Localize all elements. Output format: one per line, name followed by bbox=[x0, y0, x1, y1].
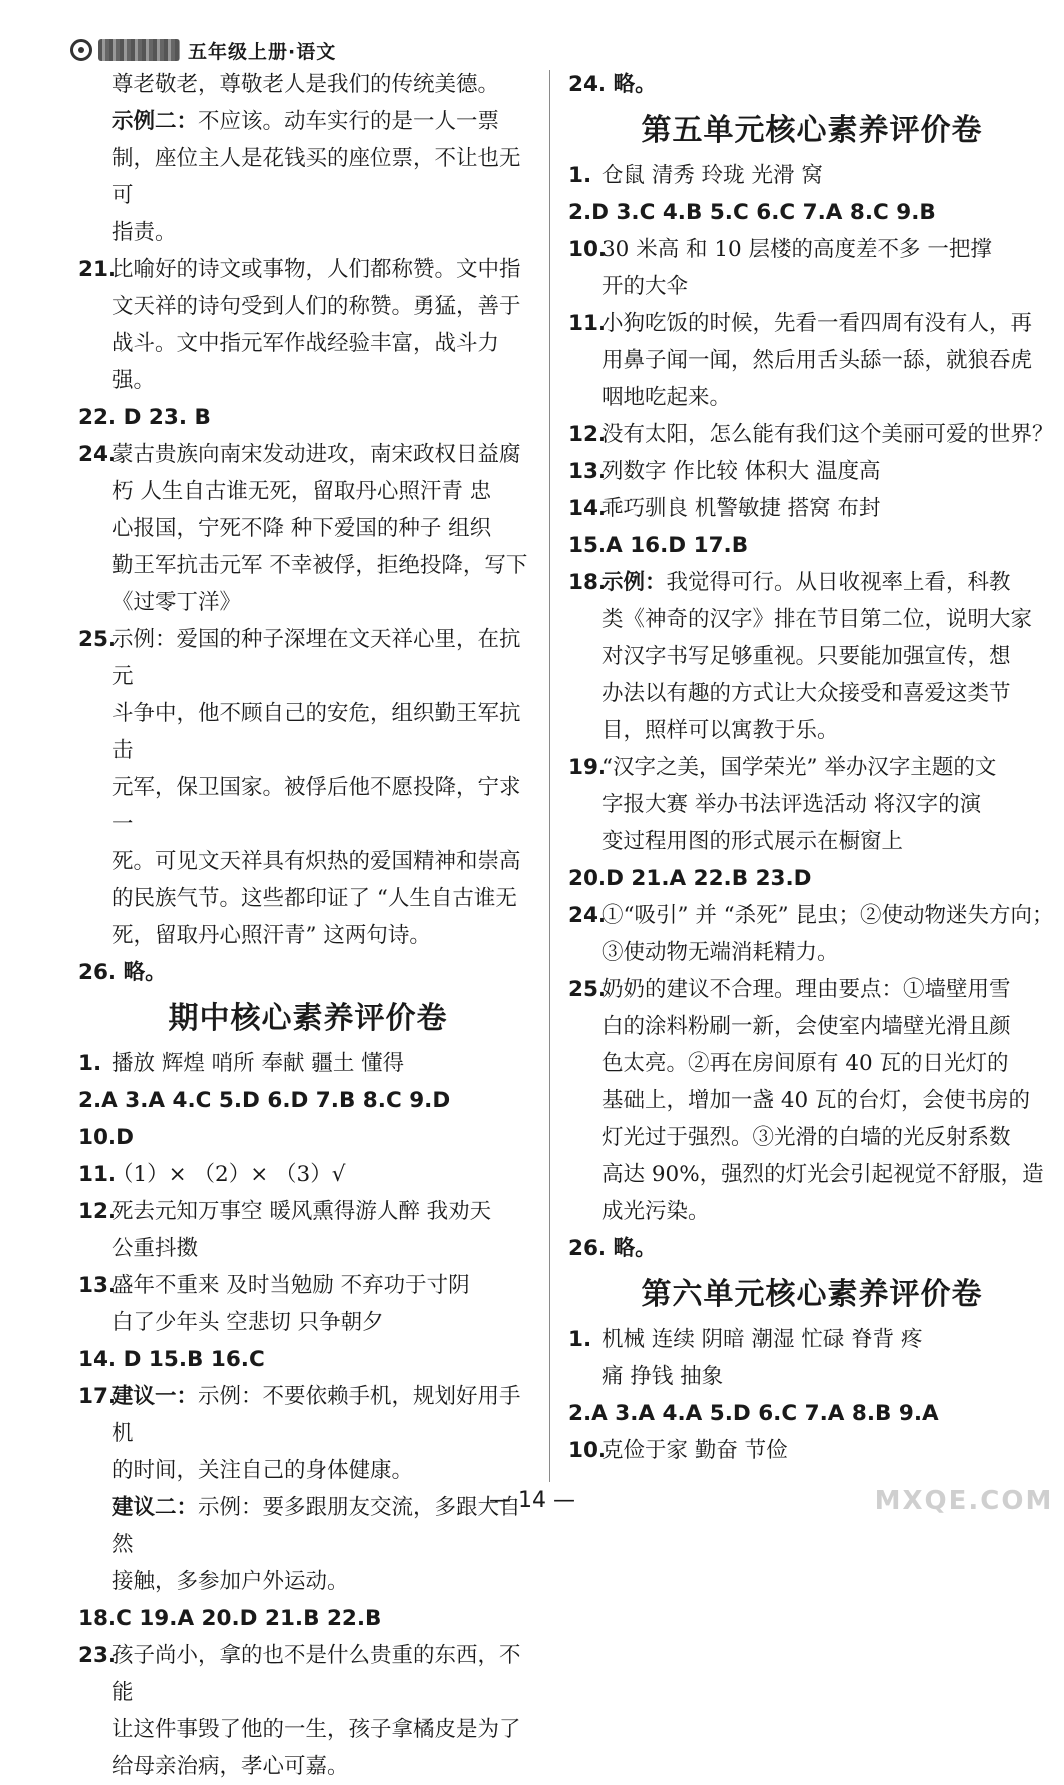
answer-continuation: 尊老敬老，尊敬老人是我们的传统美德。 bbox=[112, 72, 500, 97]
mid-answer-1 bbox=[78, 1045, 538, 1082]
question-number: 21. bbox=[78, 257, 117, 282]
answer-text: 奶奶的建议不合理。理由要点：①墙壁用雪 bbox=[602, 977, 1011, 1002]
answer-line: 办法以有趣的方式让大众接受和喜爱这类节 bbox=[602, 681, 1011, 706]
section-title-unit6: 第六单元核心素养评价卷 bbox=[641, 1277, 983, 1312]
answer-21 bbox=[78, 251, 538, 288]
question-number: 14. bbox=[568, 496, 607, 521]
question-number: 12. bbox=[78, 1199, 117, 1224]
question-number: 12. bbox=[568, 422, 607, 447]
answer-text: 我觉得可行。从日收视率上看，科教 bbox=[666, 570, 1011, 595]
u5-answer-26: 26. 略。 bbox=[568, 1236, 657, 1261]
mid-answer-12 bbox=[78, 1193, 538, 1230]
answer-line: 目，照样可以寓教于乐。 bbox=[602, 718, 839, 743]
answer-line: 朽 人生自古谁无死，留取丹心照汗青 忠 bbox=[112, 479, 492, 504]
answer-line: 白的涂料粉刷一新，会使室内墙壁光滑且颜 bbox=[602, 1014, 1011, 1039]
answer-text: 示例：要多跟朋友交流，多跟大自然 bbox=[112, 1495, 521, 1557]
logo-icon bbox=[70, 39, 92, 61]
example-label: 示例： bbox=[602, 570, 667, 595]
u5-answer-25 bbox=[568, 971, 1056, 1008]
question-number: 11. bbox=[568, 311, 607, 336]
u5-answer-18 bbox=[568, 564, 1056, 601]
column-divider bbox=[549, 70, 550, 1482]
question-number: 24. bbox=[568, 903, 607, 928]
suggestion-label: 建议一： bbox=[112, 1384, 199, 1409]
mid-answer-11 bbox=[78, 1156, 538, 1193]
answer-line: 变过程用图的形式展示在橱窗上 bbox=[602, 829, 904, 854]
answer-text: 没有太阳，怎么能有我们这个美丽可爱的世界？ bbox=[602, 422, 1054, 447]
answer-text: 仓鼠 清秀 玲珑 光滑 窝 bbox=[602, 163, 823, 188]
answer-line: 元军，保卫国家。被俘后他不愿投降，宁求一 bbox=[112, 775, 521, 837]
answer-line: 《过零丁洋》 bbox=[112, 590, 242, 615]
mid-answers-14-16: 14. D 15.B 16.C bbox=[78, 1347, 265, 1372]
answer-text: 不应该。动车实行的是一人一票 bbox=[198, 109, 500, 134]
mid-answer-17 bbox=[78, 1378, 538, 1452]
answer-line: 让这件事毁了他的一生，孩子拿橘皮是为了 bbox=[112, 1717, 521, 1742]
answer-line: 勤王军抗击元军 不幸被俘，拒绝投降，写下 bbox=[112, 553, 528, 578]
question-number: 10. bbox=[568, 1438, 607, 1463]
answer-text: 列数字 作比较 体积大 温度高 bbox=[602, 459, 881, 484]
question-number: 1. bbox=[568, 1327, 592, 1352]
section-title-unit5: 第五单元核心素养评价卷 bbox=[641, 113, 983, 148]
answer-line: 接触，多参加户外运动。 bbox=[112, 1569, 349, 1594]
answer-line: 文天祥的诗句受到人们的称赞。勇猛，善于 bbox=[112, 294, 521, 319]
u5-answer-24 bbox=[568, 897, 1056, 934]
question-number: 25. bbox=[78, 627, 117, 652]
question-number: 23. bbox=[78, 1643, 117, 1668]
answer-25 bbox=[78, 621, 538, 695]
header-title: 五年级上册·语文 bbox=[188, 40, 337, 63]
answer-line: 死，留取丹心照汗青” 这两句诗。 bbox=[112, 923, 431, 948]
u5-answers-15-17: 15.A 16.D 17.B bbox=[568, 533, 749, 558]
question-number: 10. bbox=[568, 237, 607, 262]
u5-answer-11 bbox=[568, 305, 1056, 342]
answer-text: 盛年不重来 及时当勉励 不弃功于寸阴 bbox=[112, 1273, 470, 1298]
answer-line: 斗争中，他不顾自己的安危，组织勤王军抗击 bbox=[112, 701, 521, 763]
page-number: — 14 — bbox=[489, 1488, 575, 1513]
mid-answers-18-22: 18.C 19.A 20.D 21.B 22.B bbox=[78, 1606, 382, 1631]
question-number: 17. bbox=[78, 1384, 117, 1409]
question-number: 13. bbox=[78, 1273, 117, 1298]
answer-line: 死。可见文天祥具有炽热的爱国精神和崇高 bbox=[112, 849, 521, 874]
answer-line: 用鼻子闻一闻，然后用舌头舔一舔，就狼吞虎 bbox=[602, 348, 1033, 373]
brand-logo-band bbox=[98, 39, 180, 61]
mid-answer-10: 10.D bbox=[78, 1125, 134, 1150]
answer-line: 心报国，宁死不降 种下爱国的种子 组织 bbox=[112, 516, 492, 541]
answer-text: 死去元知万事空 暖风熏得游人醉 我劝天 bbox=[112, 1199, 492, 1224]
answer-line: 字报大赛 举办书法评选活动 将汉字的演 bbox=[602, 792, 982, 817]
u5-answers-20-23: 20.D 21.A 22.B 23.D bbox=[568, 866, 812, 891]
page-header bbox=[70, 36, 370, 64]
u5-answer-10 bbox=[568, 231, 1056, 268]
answer-text: （1）× （2）× （3）√ bbox=[112, 1162, 346, 1187]
answer-line: 色太亮。②再在房间原有 40 瓦的日光灯的 bbox=[602, 1051, 1009, 1076]
answer-22-23: 22. D 23. B bbox=[78, 405, 211, 430]
question-number: 19. bbox=[568, 755, 607, 780]
watermark-logo bbox=[874, 1432, 1054, 1528]
answer-text: 机械 连续 阴暗 潮湿 忙碌 脊背 疼 bbox=[602, 1327, 923, 1352]
question-number: 24. bbox=[78, 442, 117, 467]
answer-text: ①“吸引” 并 “杀死” 昆虫；②使动物迷失方向； bbox=[602, 903, 1054, 928]
mid-answers-2-9: 2.A 3.A 4.C 5.D 6.D 7.B 8.C 9.D bbox=[78, 1088, 451, 1113]
answer-line: 成光污染。 bbox=[602, 1199, 710, 1224]
answer-example-two bbox=[78, 103, 538, 140]
u5-answer-14 bbox=[568, 490, 1056, 527]
answer-text: 孩子尚小，拿的也不是什么贵重的东西，不能 bbox=[112, 1643, 521, 1705]
u5-answer-1 bbox=[568, 157, 1056, 194]
answer-24 bbox=[78, 436, 538, 473]
u5-answers-2-9: 2.D 3.C 4.B 5.C 6.C 7.A 8.C 9.B bbox=[568, 200, 936, 225]
answer-text: 示例：爱国的种子深埋在文天祥心里，在抗元 bbox=[112, 627, 521, 689]
answer-text: 30 米高 和 10 层楼的高度差不多 一把撑 bbox=[602, 237, 992, 262]
answer-text: 乖巧驯良 机警敏捷 搭窝 布封 bbox=[602, 496, 881, 521]
answer-line: 灯光过于强烈。③光滑的白墙的光反射系数 bbox=[602, 1125, 1011, 1150]
answer-text: “汉字之美，国学荣光” 举办汉字主题的文 bbox=[602, 755, 997, 780]
question-number: 1. bbox=[78, 1051, 102, 1076]
answer-line: 公重抖擞 bbox=[112, 1236, 199, 1261]
answer-text: 示例：不要依赖手机，规划好用手机 bbox=[112, 1384, 521, 1446]
mid-answer-13 bbox=[78, 1267, 538, 1304]
question-number: 13. bbox=[568, 459, 607, 484]
left-column bbox=[78, 66, 538, 1785]
answer-line: 的民族气节。这些都印证了 “人生自古谁无 bbox=[112, 886, 517, 911]
answer-text: 比喻好的诗文或事物，人们都称赞。文中指 bbox=[112, 257, 521, 282]
answer-26: 26. 略。 bbox=[78, 960, 167, 985]
question-number: 1. bbox=[568, 163, 592, 188]
answer-24-omitted: 24. 略。 bbox=[568, 72, 657, 97]
answer-text: 播放 辉煌 哨所 奉献 疆土 懂得 bbox=[112, 1051, 405, 1076]
question-number: 25. bbox=[568, 977, 607, 1002]
answer-line: 基础上，增加一盏 40 瓦的台灯，会使书房的 bbox=[602, 1088, 1031, 1113]
answer-text: 蒙古贵族向南宋发动进攻，南宋政权日益腐 bbox=[112, 442, 521, 467]
section-title-midterm: 期中核心素养评价卷 bbox=[168, 1001, 448, 1036]
example-label: 示例二： bbox=[112, 109, 199, 134]
right-column bbox=[568, 66, 1056, 1469]
u6-answer-1 bbox=[568, 1321, 1056, 1358]
question-number: 11. bbox=[78, 1162, 117, 1187]
answer-line: 咽地吃起来。 bbox=[602, 385, 732, 410]
u5-answer-12 bbox=[568, 416, 1056, 453]
answer-line: 开的大伞 bbox=[602, 274, 689, 299]
answer-text: 小狗吃饭的时候，先看一看四周有没有人，再 bbox=[602, 311, 1033, 336]
answer-line: 给母亲治病，孝心可嘉。 bbox=[112, 1754, 349, 1779]
question-number: 18. bbox=[568, 570, 607, 595]
answer-line: 战斗。文中指元军作战经验丰富，战斗力强。 bbox=[112, 331, 500, 393]
answer-line: 指责。 bbox=[112, 220, 177, 245]
answer-line: 对汉字书写足够重视。只要能加强宣传，想 bbox=[602, 644, 1011, 669]
answer-line: 高达 90%，强烈的灯光会引起视觉不舒服，造 bbox=[602, 1162, 1044, 1187]
suggestion-label: 建议二： bbox=[112, 1495, 199, 1520]
answer-line: 制，座位主人是花钱买的座位票，不让也无可 bbox=[112, 146, 521, 208]
answer-line: ③使动物无端消耗精力。 bbox=[602, 940, 839, 965]
answer-line: 白了少年头 空悲切 只争朝夕 bbox=[112, 1310, 384, 1335]
answer-text: 克俭于家 勤奋 节俭 bbox=[602, 1438, 788, 1463]
mid-answer-23 bbox=[78, 1637, 538, 1711]
answer-line: 痛 挣钱 抽象 bbox=[602, 1364, 724, 1389]
watermark-text: MXQE.COM bbox=[874, 1486, 1054, 1516]
u5-answer-13 bbox=[568, 453, 1056, 490]
u5-answer-19 bbox=[568, 749, 1056, 786]
u6-answers-2-9: 2.A 3.A 4.A 5.D 6.C 7.A 8.B 9.A bbox=[568, 1401, 939, 1426]
answer-line: 的时间，关注自己的身体健康。 bbox=[112, 1458, 414, 1483]
answer-line: 类《神奇的汉字》排在节目第二位，说明大家 bbox=[602, 607, 1033, 632]
